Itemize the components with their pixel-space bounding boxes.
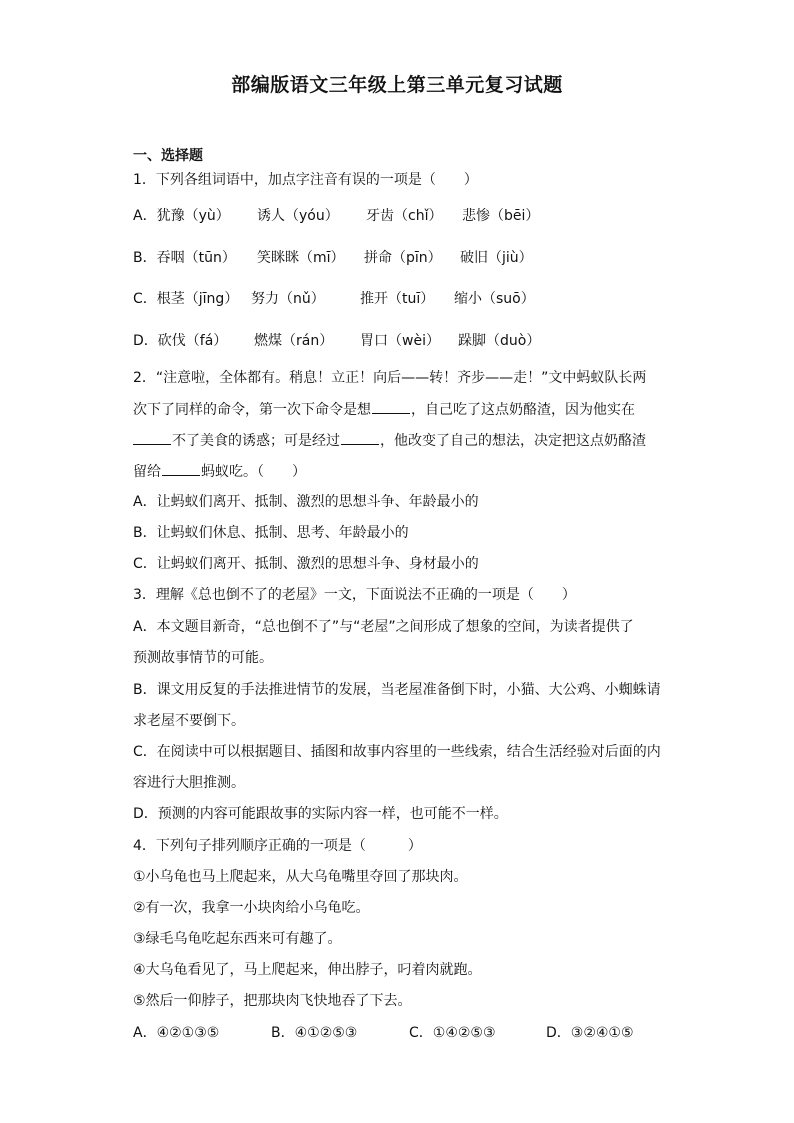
- q1-option-c-word-2: 努力（nǔ）: [251, 291, 325, 307]
- q1-option-a: A．犹豫（yù）: [133, 208, 230, 224]
- q1-option-a-word-4: 悲惨（bēi）: [462, 208, 540, 224]
- question-2-line-2: [133, 399, 635, 420]
- q1-option-a-word-3: 牙齿（chǐ）: [366, 208, 443, 224]
- q3-option-b-line-1: B．课文用反复的手法推进情节的发展，当老屋准备倒下时，小猫、大公鸡、小蜘蛛请: [133, 682, 661, 698]
- q1-option-d-word-2: 燃煤（rán）: [254, 333, 334, 349]
- q2-text-4a: 留给: [133, 464, 161, 480]
- q4-option-d: D．③②④①⑤: [546, 1025, 634, 1041]
- q2-blank-2: [133, 430, 171, 445]
- q2-text-4b: 蚂蚁吃。（ ）: [201, 464, 306, 480]
- q4-sentence-2: ②有一次，我拿一小块肉给小乌龟吃。: [133, 900, 370, 916]
- q4-sentence-3: ③绿毛乌龟吃起东西来可有趣了。: [133, 931, 342, 947]
- q1-option-b: B．吞咽（tūn）: [133, 250, 236, 266]
- q2-text-2b: ，自己吃了这点奶酪渣，因为他实在: [411, 402, 635, 418]
- q4-sentence-1: ①小乌龟也马上爬起来，从大乌龟嘴里夺回了那块肉。: [133, 869, 468, 885]
- q3-option-a-line-2: 预测故事情节的可能。: [133, 650, 273, 666]
- q1-option-d-word-3: 胃口（wèi）: [360, 333, 440, 349]
- q2-blank-4: [162, 461, 200, 476]
- q2-text-3a: 不了美食的诱惑；可是经过: [172, 433, 340, 449]
- q2-blank-3: [341, 430, 379, 445]
- q1-option-d: D．砍伐（fá）: [133, 333, 228, 349]
- q1-option-b-word-3: 拼命（pīn）: [364, 250, 442, 266]
- q4-option-a: A．④②①③⑤: [133, 1025, 220, 1041]
- question-4-stem: 4．下列句子排列顺序正确的一项是（ ）: [133, 838, 422, 854]
- q2-text-3b: ，他改变了自己的想法，决定把这点奶酪渣: [380, 433, 646, 449]
- q1-option-b-word-4: 破旧（jiù）: [460, 250, 533, 266]
- q1-option-c-word-3: 推开（tuī）: [360, 291, 435, 307]
- q4-sentence-5: ⑤然后一仰脖子，把那块肉飞快地吞了下去。: [133, 993, 412, 1009]
- q3-option-d: D．预测的内容可能跟故事的实际内容一样，也可能不一样。: [133, 806, 508, 822]
- q4-option-c: C．①④②⑤③: [409, 1025, 496, 1041]
- q2-text-2a: 次下了同样的命令，第一次下命令是想: [133, 402, 371, 418]
- q1-option-a-word-2: 诱人（yóu）: [257, 208, 339, 224]
- question-2-line-3: [133, 430, 646, 451]
- section-heading: 一、选择题: [133, 148, 203, 164]
- question-2-line-1: 2．“注意啦，全体都有。稍息！立正！向后——转！齐步——走！”文中蚂蚁队长两: [133, 370, 647, 386]
- q1-option-d-word-4: 跺脚（duò）: [458, 333, 541, 349]
- q1-option-b-word-2: 笑眯眯（mī）: [257, 250, 345, 266]
- q4-option-b: B．④①②⑤③: [271, 1025, 358, 1041]
- q2-blank-1: [372, 399, 410, 414]
- q3-option-c-line-2: 容进行大胆推测。: [133, 775, 245, 791]
- q1-option-c: C．根茎（jīng）: [133, 291, 239, 307]
- q4-sentence-4: ④大乌龟看见了，马上爬起来，伸出脖子，叼着肉就跑。: [133, 962, 482, 978]
- q2-option-a: A．让蚂蚁们离开、抵制、激烈的思想斗争、年龄最小的: [133, 494, 479, 510]
- q3-option-c-line-1: C．在阅读中可以根据题目、插图和故事内容里的一些线索，结合生活经验对后面的内: [133, 744, 661, 760]
- q2-option-c: C．让蚂蚁们离开、抵制、激烈的思想斗争、身材最小的: [133, 556, 479, 572]
- q1-option-c-word-4: 缩小（suō）: [454, 291, 535, 307]
- q2-option-b: B．让蚂蚁们休息、抵制、思考、年龄最小的: [133, 525, 409, 541]
- question-3-stem: 3．理解《总也倒不了的老屋》一文，下面说法不正确的一项是（ ）: [133, 587, 576, 603]
- q3-option-a-line-1: A．本文题目新奇，“总也倒不了”与“老屋”之间形成了想象的空间，为读者提供了: [133, 619, 634, 635]
- question-2-line-4: [133, 461, 306, 482]
- question-1-stem: 1．下列各组词语中，加点字注音有误的一项是（ ）: [133, 172, 478, 188]
- page-title: 部编版语文三年级上第三单元复习试题: [231, 74, 563, 96]
- q3-option-b-line-2: 求老屋不要倒下。: [133, 713, 245, 729]
